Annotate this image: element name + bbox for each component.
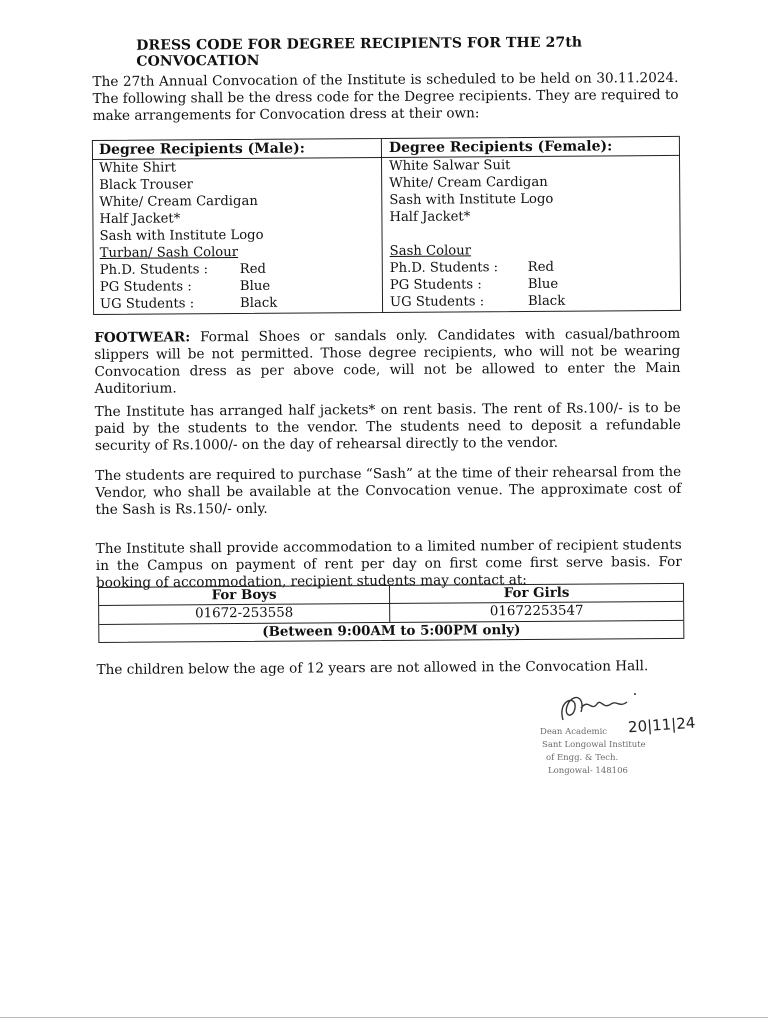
footwear-text: Formal Shoes or sandals only. Candidates with casual/bathroom slippers will be not permitted. Those degree recipients, who will not be wearing Convocation dress as per above code, will not be allowed to enter the Main Auditorium. xyxy=(94,325,681,398)
dean-stamp: Dean Academic Sant Longowal Institute of Engg. & Tech. Longowal- 148106 xyxy=(540,727,646,776)
female-colour-row: UG Students : Black xyxy=(389,293,566,310)
male-column xyxy=(99,139,380,313)
female-item: Half Jacket* xyxy=(389,209,471,225)
male-item: Black Trouser xyxy=(99,177,193,193)
contact-table xyxy=(98,583,684,643)
dress-code-table xyxy=(92,136,681,315)
accommodation-paragraph: The Institute shall provide accommodation to a limited number of recipient students in the Campus on payment of rent per day on first come first serve basis. For booking of accommodation, recipient students may contact at: xyxy=(95,536,682,592)
male-item: Half Jacket* xyxy=(99,211,181,227)
male-header: Degree Recipients (Male): xyxy=(98,140,305,158)
female-colour-row: Ph.D. Students : Red xyxy=(389,259,555,276)
male-item: White/ Cream Cardigan xyxy=(99,193,258,210)
male-colour-row: Ph.D. Students : Red xyxy=(99,261,267,278)
jackets-paragraph: The Institute has arranged half jackets* on rent basis. The rent of Rs.100/- is to be paid by the students to the vendor. The students need to deposit a refundable security of Rs.1000/- on the day of rehearsal directly to the vendor. xyxy=(94,399,681,455)
female-colour-row: PG Students : Blue xyxy=(389,276,559,293)
boys-phone: 01672-253558 xyxy=(195,605,294,622)
male-item: White Shirt xyxy=(99,160,177,176)
girls-phone: 01672253547 xyxy=(489,603,584,620)
male-colour-heading: Turban/ Sash Colour xyxy=(99,245,239,261)
page-title: DRESS CODE FOR DEGREE RECIPIENTS FOR THE 27th CONVOCATION xyxy=(136,34,583,70)
female-header: Degree Recipients (Female): xyxy=(388,138,613,156)
male-item: Sash with Institute Logo xyxy=(99,227,264,244)
footwear-paragraph xyxy=(94,326,680,398)
male-colour-row: PG Students : Blue xyxy=(99,278,271,295)
boys-header: For Boys xyxy=(211,586,277,604)
children-note: The children below the age of 12 years are not allowed in the Convocation Hall. xyxy=(96,658,649,679)
female-item: Sash with Institute Logo xyxy=(389,191,554,208)
male-colour-row: UG Students : Black xyxy=(99,295,278,312)
intro-paragraph: The 27th Annual Convocation of the Institute is scheduled to be held on 30.11.2024. The following shall be the dress code for the Degree recipients. They are required to make arrangements for Convocation dress at their own: xyxy=(92,69,679,125)
female-column xyxy=(389,137,678,311)
girls-header: For Girls xyxy=(503,584,570,602)
female-colour-heading: Sash Colour xyxy=(389,243,472,259)
female-item: White Salwar Suit xyxy=(389,158,511,174)
footwear-label: FOOTWEAR: xyxy=(94,329,191,347)
female-item: White/ Cream Cardigan xyxy=(389,174,548,191)
signature-date: 20|11|24 xyxy=(627,713,696,737)
timing-note: (Between 9:00AM to 5:00PM only) xyxy=(262,622,521,640)
sash-paragraph: The students are required to purchase “Sash” at the time of their rehearsal from the Vendor, who shall be available at the Convocation venue. The approximate cost of the Sash is Rs.150/- only. xyxy=(95,463,682,519)
